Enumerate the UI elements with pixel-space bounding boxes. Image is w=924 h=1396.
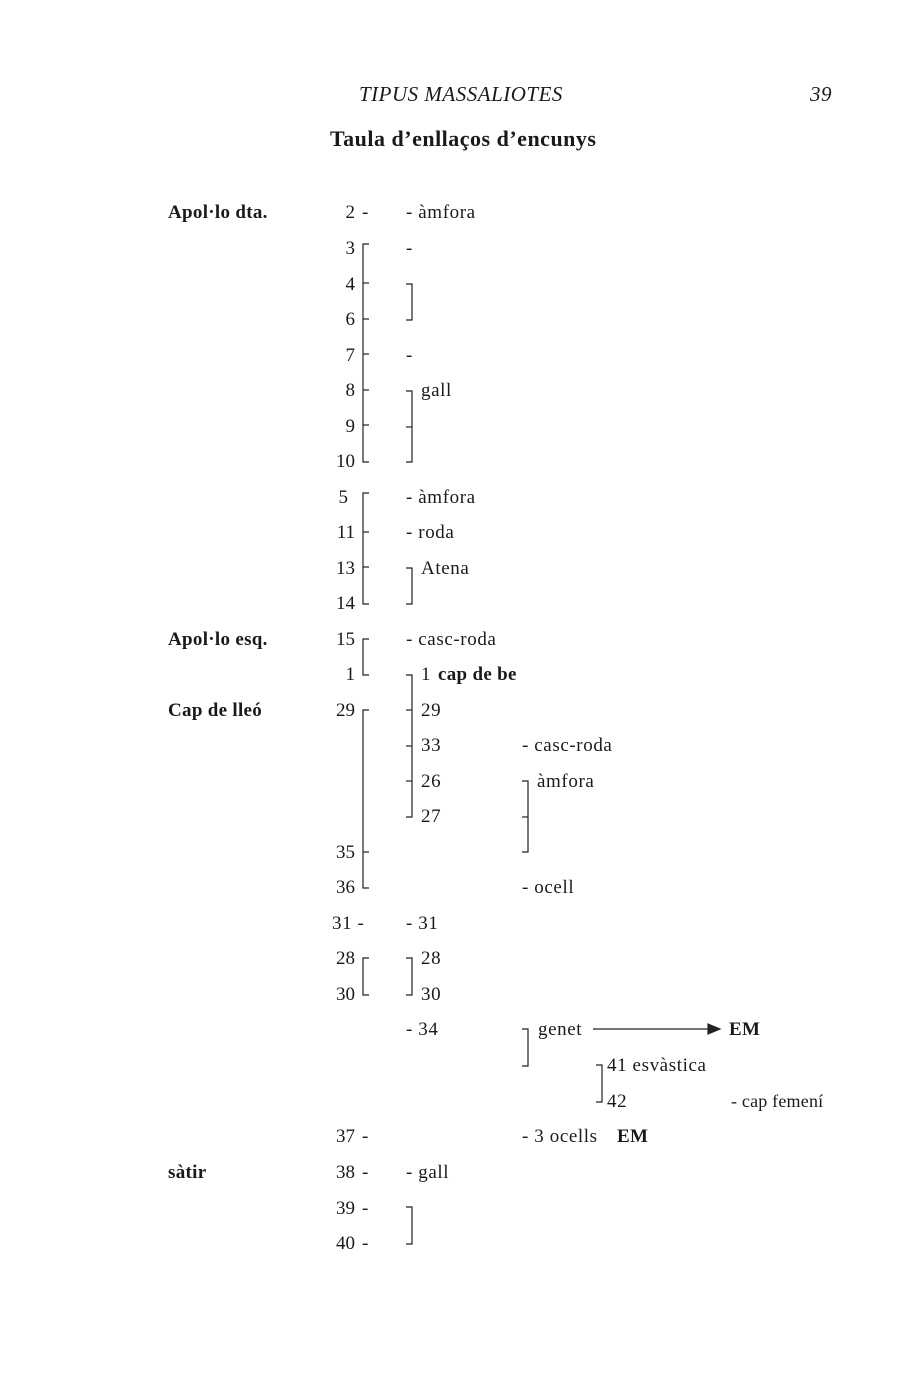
obverse-die-35: 35 <box>336 842 355 863</box>
reverse-die-31: - 31 <box>406 913 439 934</box>
reverse-amfora: - àmfora <box>406 487 476 508</box>
reverse-die-34: - 34 <box>406 1019 439 1040</box>
reverse-die-1: 1 <box>421 664 432 685</box>
reverse-casc-roda: - casc-roda <box>406 629 497 650</box>
obverse-die-11: 11 <box>336 522 355 543</box>
obverse-die-15: 15 <box>336 629 355 650</box>
reverse-dash: - <box>406 238 413 259</box>
ocell-label: - ocell <box>522 877 575 898</box>
die-42-label: 42 <box>607 1091 628 1112</box>
obverse-die-28: 28 <box>336 948 355 969</box>
page-title: Taula d’enllaços d’encunys <box>330 126 597 151</box>
running-title: TIPUS MASSALIOTES <box>359 82 563 106</box>
obverse-die-7: 7 <box>345 345 355 366</box>
obverse-die-30: 30 <box>336 984 355 1005</box>
reverse-bracket-4-6 <box>406 284 412 320</box>
obverse-die-3: 3 <box>345 238 355 259</box>
type-label-cap-lleo: Cap de lleó <box>168 700 263 721</box>
genet-label: genet <box>538 1019 583 1040</box>
cap-femeni-label: - cap femení <box>731 1091 824 1111</box>
obverse-bracket-group-5 <box>363 958 369 995</box>
reverse-bracket-13-14 <box>406 568 412 604</box>
reverse-bracket-28-30 <box>406 958 412 995</box>
page-number: 39 <box>810 82 832 106</box>
reverse-die-33: 33 <box>421 735 442 756</box>
obverse-bracket-group-1 <box>363 244 369 462</box>
obverse-die-31: 31 - <box>332 913 365 934</box>
reverse-bracket-39-40 <box>406 1207 412 1244</box>
reverse-atena: Atena <box>421 558 470 579</box>
obverse-bracket-group-4 <box>363 710 369 888</box>
genet-bracket <box>522 1029 528 1066</box>
type-label-apollo-dta: Apol·lo dta. <box>168 202 268 223</box>
obverse-die-29: 29 <box>336 700 355 721</box>
obverse-die-2: 2 <box>345 202 355 223</box>
obverse-die-37: 37 <box>336 1126 355 1147</box>
obverse-bracket-group-3 <box>363 639 369 675</box>
reverse-die-29: 29 <box>421 700 442 721</box>
obverse-dash: - <box>362 202 369 223</box>
em-label: EM <box>617 1126 649 1147</box>
obverse-die-36: 36 <box>336 877 355 898</box>
reverse-cap-de-be: cap de be <box>438 664 517 685</box>
obverse-die-1: 1 <box>345 664 355 685</box>
obverse-dash: - <box>362 1126 369 1147</box>
type-label-apollo-esq: Apol·lo esq. <box>168 629 268 650</box>
amfora-label: àmfora <box>537 771 595 792</box>
esvastica-label: 41 esvàstica <box>607 1055 707 1076</box>
obverse-die-5: 5 <box>338 487 348 508</box>
casc-roda-label: - casc-roda <box>522 735 613 756</box>
em-label: EM <box>729 1019 761 1040</box>
obverse-die-39: 39 <box>336 1198 355 1219</box>
reverse-die-26: 26 <box>421 771 442 792</box>
reverse-roda: - roda <box>406 522 455 543</box>
esvastica-bracket <box>596 1065 602 1102</box>
reverse-die-28: 28 <box>421 948 442 969</box>
obverse-die-4: 4 <box>345 274 355 295</box>
obverse-die-6: 6 <box>345 309 355 330</box>
reverse-dash: - <box>406 345 413 366</box>
reverse-die-27: 27 <box>421 806 442 827</box>
obverse-die-40: 40 <box>336 1233 355 1254</box>
obverse-bracket-group-2 <box>363 493 369 604</box>
reverse-gall: - gall <box>406 1162 450 1183</box>
type-label-satir: sàtir <box>168 1162 207 1183</box>
obverse-die-13: 13 <box>336 558 355 579</box>
obverse-dash: - <box>362 1198 369 1219</box>
obverse-die-10: 10 <box>336 451 355 472</box>
obverse-die-8: 8 <box>345 380 355 401</box>
reverse-amfora: - àmfora <box>406 202 476 223</box>
obverse-dash: - <box>362 1162 369 1183</box>
reverse-gall: gall <box>421 380 452 401</box>
obverse-die-38: 38 <box>336 1162 355 1183</box>
tres-ocells-label: - 3 ocells <box>522 1126 598 1147</box>
reverse-die-30: 30 <box>421 984 442 1005</box>
genet-arrow-head <box>708 1024 720 1034</box>
obverse-die-9: 9 <box>345 416 355 437</box>
obverse-die-14: 14 <box>336 593 355 614</box>
obverse-dash: - <box>362 1233 369 1254</box>
